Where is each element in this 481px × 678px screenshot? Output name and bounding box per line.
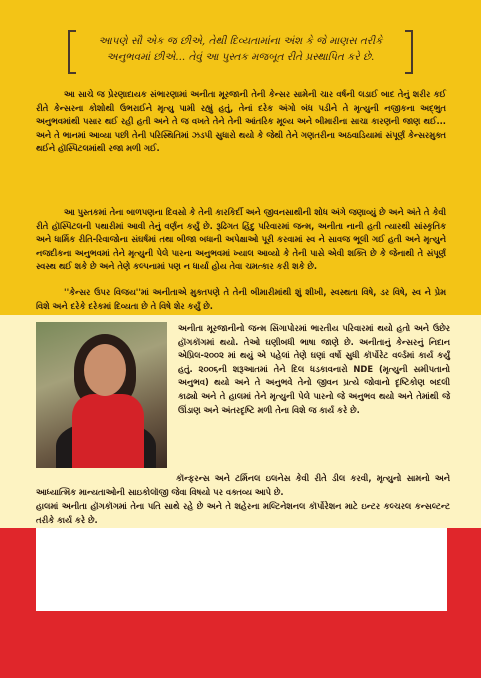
blank-box	[36, 528, 447, 611]
quote-bracket-left	[68, 30, 76, 74]
paragraph-1: આ સાચે જ પ્રેરણાદાયક સંભારણામાં અનીતા મૂરજાની તેની કેન્સર સામેની ચાર વર્ષની લડાઈ બાદ તેનું શરીર કઈ રીતે કેન્સરના કોશોથી ઉભરાઈને મૃત્યુ પામી રહ્યું હતું, તેનાં દરેક અંગો બંધ પડીને તે મૃત્યુની નજીકના અદ્ભુત અનુભવમાંથી પસાર થઈ રહી હતી અને તે જ વખતે તેને તેની આંતરિક મૂલ્ય અને બીમારીના સાચા કારણની જાણ થઈ... અને તે ભાનમાં આવ્યા પછી તેની પરિસ્થિતિમાં ઝડપી સુધારો થયો કે જેથી તેને ગણતરીના અઠવાડિયામાં સંપૂર્ણ કેન્સરમુક્ત થઈને હૉસ્પિટલમાંથી રજા મળી ગઈ.	[36, 89, 446, 154]
quote-bracket-right	[405, 30, 413, 74]
paragraph-3: ''કેન્સર ઉપર વિજય''માં અનીતાએ મુક્તપણે તે તેની બીમારીમાંથી શું શીખી, સ્વસ્થતા વિષે, ડર વિષે, સ્વ ને પ્રેમ વિશે અને દરેકે દરેકમાં દિવ્યતા છે તે વિષે શેર કર્યું છે.	[36, 287, 446, 311]
quote-text: આપણે સૌ એક જ છીએ, તેથી દિવ્યતામાંના અંશ કે જે માણસ તરીકે અનુભવમાં છીએ... તેવું આ પુસ્તક મજબૂત રીતે પ્રસ્થાપિત કરે છે.	[98, 35, 383, 63]
author-bio-current: હાલમાં અનીતા હૉંગકૉંગમાં તેના પતિ સાથે રહે છે અને તે શહેરના મલ્ટિનેશનલ કૉર્પોરેશન માટે ઇન્ટર કલ્ચરલ કન્સલ્ટન્ટ તરીકે કાર્ય કરે છે.	[36, 501, 450, 525]
author-bio-talks: કૉન્ફરન્સ અને ટર્મિનલ ઇલનેસ કેવી રીતે ડીલ કરવી, મૃત્યુનો સામનો અને આધ્યાત્મિક માન્યતાઓની સાઇકોલૉજી જેવા વિષયો પર વક્તવ્ય આપે છે.	[36, 473, 450, 497]
author-photo	[36, 322, 167, 468]
author-bio: અનીતા મૂરજાનીનો જન્મ સિંગાપોરમાં ભારતીય પરિવારમાં થયો હતો અને ઉછેર હૉંગકૉંગમાં થયો. તેઓ ઘણીબધી ભાષા જાણે છે. અનીતાનું કેન્સરનું નિદાન એપ્રિલ-૨૦૦૨ માં થયું એ પહેલાં તેણે ઘણાં વર્ષો સુધી કૉર્પોરેટ વર્લ્ડમાં કાર્ય કર્યું હતું. ૨૦૦૬ની શરૂઆતમાં તેને દિલ ધડકાવનારો NDE (મૃત્યુની સમીપતાનો અનુભવ) થયો અને તે અનુભવે તેનો જીવન પ્રત્યે જોવાનો દૃષ્ટિકોણ બદલી કાઢ્યો અને તે હાલમાં તેને મૃત્યુની પેલે પારનો જે અનુભવ થયો અને તેમાંથી જે ઊંડાણ અને અંતરદૃષ્ટિ મળી તેના વિશે જ કાર્ય કરે છે.	[178, 323, 450, 415]
paragraph-2: આ પુસ્તકમાં તેના બાળપણના દિવસો કે તેની કારકિર્દી અને જીવનસાથીની શોધ અંગે જણાવ્યું છે અને અંતે તે કેવી રીતે હૉસ્પિટલની પથારીમાં આવી તેનું વર્ણન કર્યું છે. રૂઢિગત હિંદુ પરિવારમાં જન્મ, અનીતા નાની હતી ત્યારથી સાંસ્કૃતિક અને ધાર્મિક રીતિ-રિવાજોના સંઘર્ષમાં તથા બીજા બધાની અપેક્ષાઓ પૂરી કરવામાં સ્વ ને સાવજ ભૂલી ગઈ હતી અને મૃત્યુને નજદીકના અનુભવમાં તેને મૃત્યુની પેલે પારના અનુભવમાં ખ્યાલ આવ્યો કે તેની પાસે એવી શક્તિ છે કે જેનાથી તે સંપૂર્ણ સ્વસ્થ થઈ શકે છે અને તેણે કલ્પનામાં પણ ન ધાર્યા હોય તેવા ચમત્કાર કરી શકે છે.	[36, 207, 446, 272]
pull-quote	[68, 30, 413, 70]
